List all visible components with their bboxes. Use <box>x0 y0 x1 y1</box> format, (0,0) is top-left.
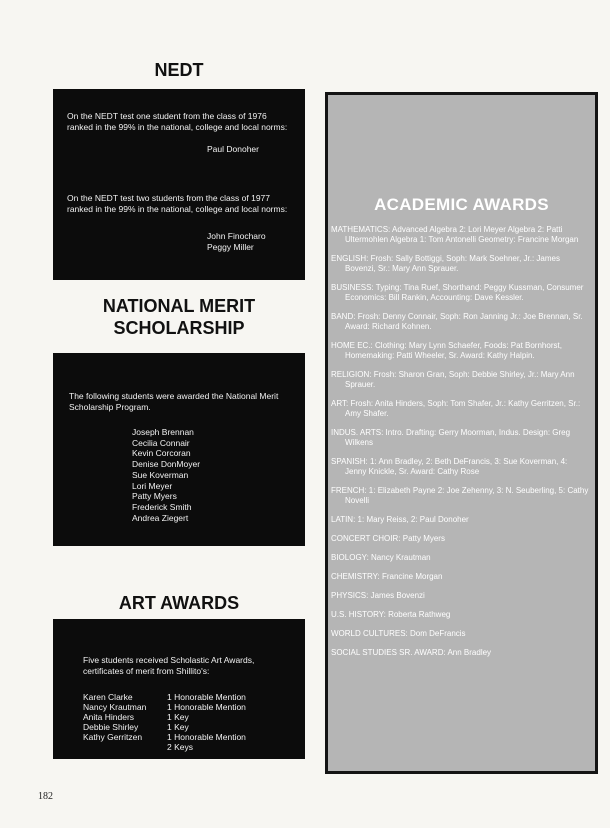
table-row <box>83 702 246 712</box>
academic-awards-panel <box>325 92 598 774</box>
list-item <box>331 457 589 477</box>
art-awards-box <box>53 619 305 759</box>
award-recipients: Frosh: Denny Connair, Soph: Ron Janning Jr.: Joe Brennan, Sr. Award: Richard Kohnen. <box>345 312 583 331</box>
national-merit-list <box>69 427 293 523</box>
award-category: BUSINESS: <box>331 283 374 292</box>
art-student-name: Nancy Krautman <box>83 702 147 712</box>
table-row <box>83 722 246 732</box>
list-item <box>331 534 589 544</box>
list-item: Patty Myers <box>132 491 177 502</box>
award-category: ART: <box>331 399 349 408</box>
national-merit-heading-line1: NATIONAL MERIT <box>102 296 256 316</box>
award-category: CONCERT CHOIR: <box>331 534 401 543</box>
list-item <box>331 254 589 274</box>
award-category: BIOLOGY: <box>331 553 369 562</box>
award-recipients: Roberta Rathweg <box>388 610 451 619</box>
art-award: 1 Key <box>167 722 189 732</box>
academic-awards-list <box>331 225 589 667</box>
award-recipients: Frosh: Sharon Gran, Soph: Debbie Shirley, Jr.: Mary Ann Sprauer. <box>345 370 575 389</box>
national-merit-intro: The following students were awarded the National Merit Scholarship Program. <box>69 391 279 412</box>
award-recipients: James Bovenzi <box>370 591 425 600</box>
art-awards-heading: ART AWARDS <box>118 593 240 613</box>
list-item <box>331 370 589 390</box>
art-award: 1 Key <box>167 712 189 722</box>
award-recipients: Patty Myers <box>402 534 445 543</box>
art-award: 1 Honorable Mention <box>167 732 246 742</box>
award-category: CHEMISTRY: <box>331 572 380 581</box>
nedt-heading: NEDT <box>154 60 204 80</box>
list-item <box>331 553 589 563</box>
award-recipients: 1: Elizabeth Payne 2: Joe Zehenny, 3: N. Seuberling, 5: Cathy Novelli <box>345 486 589 505</box>
award-recipients: Advanced Algebra 2: Lori Meyer Algebra 2: Patti Ultermohlen Algebra 1: Tom Antonelli Geometry: Francine Morgan <box>345 225 579 244</box>
art-awards-table <box>83 692 246 752</box>
award-recipients: Clothing: Mary Lynn Schaefer, Foods: Pat Bornhorst, Homemaking: Patti Wheeler, Sr. Award: Kathy Halpin. <box>345 341 562 360</box>
national-merit-heading <box>53 295 305 339</box>
list-item <box>331 572 589 582</box>
list-item <box>331 428 589 448</box>
award-recipients: 1: Ann Bradley, 2: Beth DeFrancis, 3: Sue Koverman, 4: Jenny Knickle, Sr. Award: Cathy Rose <box>345 457 568 476</box>
national-merit-box <box>53 353 305 546</box>
list-item <box>331 283 589 303</box>
art-student-name: Anita Hinders <box>83 712 135 722</box>
list-item <box>331 341 589 361</box>
award-category: U.S. HISTORY: <box>331 610 386 619</box>
award-recipients: Ann Bradley <box>447 648 492 657</box>
list-item: Andrea Ziegert <box>132 512 189 523</box>
award-recipients: Nancy Krautman <box>371 553 431 562</box>
list-item: Joseph Brennan <box>132 427 194 437</box>
award-category: WORLD CULTURES: <box>331 629 408 638</box>
list-item: Kevin Corcoran <box>132 448 191 459</box>
art-award: 1 Honorable Mention <box>167 692 246 702</box>
award-category: ENGLISH: <box>331 254 369 263</box>
nedt-honoree: Peggy Miller <box>207 242 254 252</box>
award-recipients: 1: Mary Reiss, 2: Paul Donoher <box>357 515 469 524</box>
award-category: MATHEMATICS: <box>331 225 391 234</box>
table-row <box>83 692 246 702</box>
list-item: Cecilia Connair <box>132 437 190 448</box>
art-student-name: Debbie Shirley <box>83 722 139 732</box>
art-awards-intro: Five students received Scholastic Art Awards, certificates of merit from Shillito's: <box>83 655 255 676</box>
award-category: BAND: <box>331 312 356 321</box>
award-category: HOME EC.: <box>331 341 373 350</box>
academic-awards-title: ACADEMIC AWARDS <box>374 195 549 214</box>
list-item <box>331 591 589 601</box>
award-category: FRENCH: <box>331 486 367 495</box>
nedt-paragraph-1977: On the NEDT test two students from the class of 1977 ranked in the 99% in the national, college and local norms: <box>67 193 288 214</box>
nedt-honorees-1977 <box>67 231 293 253</box>
award-category: SPANISH: <box>331 457 368 466</box>
list-item: Frederick Smith <box>132 501 192 512</box>
art-award: 1 Honorable Mention <box>167 702 246 712</box>
award-category: LATIN: <box>331 515 356 524</box>
list-item: Denise DonMoyer <box>132 459 201 470</box>
art-student-name: Karen Clarke <box>83 692 133 702</box>
page-number: 182 <box>38 791 53 802</box>
nedt-box <box>53 89 305 280</box>
list-item <box>331 312 589 332</box>
list-item <box>331 629 589 639</box>
award-category: RELIGION: <box>331 370 372 379</box>
list-item <box>331 399 589 419</box>
list-item <box>331 515 589 525</box>
national-merit-heading-line2: SCHOLARSHIP <box>113 318 245 338</box>
art-award: 2 Keys <box>167 742 193 752</box>
table-row <box>83 712 246 722</box>
table-row <box>83 732 246 742</box>
list-item: Sue Koverman <box>132 469 189 480</box>
nedt-honoree: John Finocharo <box>207 231 266 241</box>
nedt-paragraph-1976: On the NEDT test one student from the class of 1976 ranked in the 99% in the national, college and local norms: <box>67 111 288 132</box>
list-item <box>331 610 589 620</box>
list-item <box>331 648 589 658</box>
award-recipients: Typing: Tina Ruef, Shorthand: Peggy Kussman, Consumer Economics: Bill Rankin, Accounting: Dave Kessler. <box>345 283 584 302</box>
table-row <box>83 742 246 752</box>
award-category: INDUS. ARTS: <box>331 428 384 437</box>
award-category: SOCIAL STUDIES SR. AWARD: <box>331 648 446 657</box>
award-recipients: Intro. Drafting: Gerry Moorman, Indus. Design: Greg Wilkens <box>345 428 571 447</box>
award-recipients: Francine Morgan <box>381 572 443 581</box>
award-recipients: Frosh: Anita Hinders, Soph: Tom Shafer, Jr.: Kathy Gerritzen, Sr.: Amy Shafer. <box>345 399 581 418</box>
art-student-name <box>83 742 167 752</box>
award-recipients: Dom DeFrancis <box>409 629 466 638</box>
list-item <box>331 225 589 245</box>
award-recipients: Frosh: Sally Bottiggi, Soph: Mark Soehner, Jr.: James Bovenzi, Sr.: Mary Ann Sprauer. <box>345 254 560 273</box>
art-student-name: Kathy Gerritzen <box>83 732 143 742</box>
list-item: Lori Meyer <box>132 480 173 491</box>
award-category: PHYSICS: <box>331 591 369 600</box>
nedt-honoree-1976: Paul Donoher <box>207 144 259 154</box>
list-item <box>331 486 589 506</box>
